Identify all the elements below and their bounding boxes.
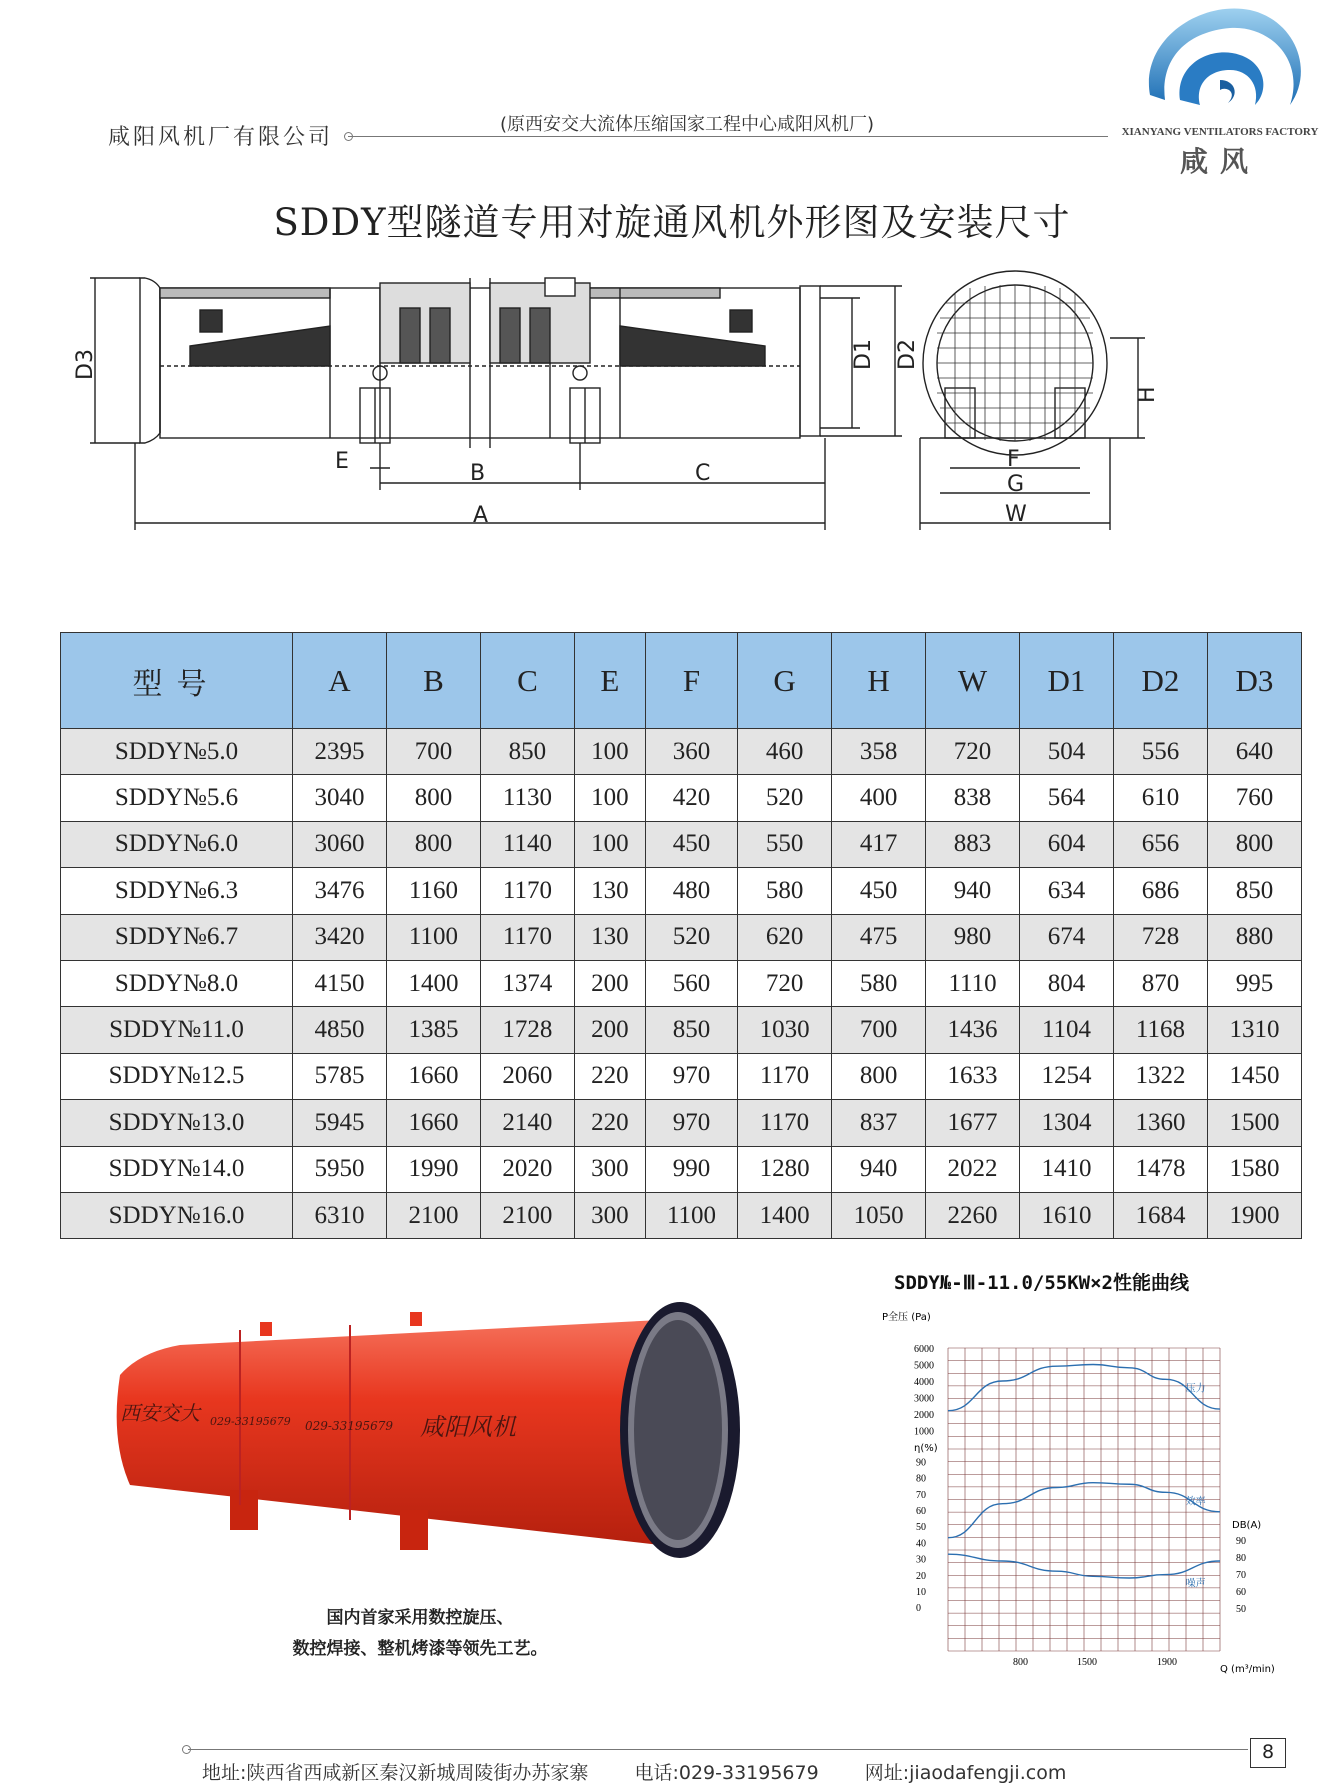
pressure-tick-label: 5000: [914, 1360, 934, 1372]
table-cell-value: 656: [1113, 821, 1207, 867]
table-cell-value: 640: [1207, 729, 1301, 775]
table-cell-value: 460: [738, 729, 832, 775]
table-cell-value: 1170: [738, 1100, 832, 1146]
table-cell-value: 1677: [926, 1100, 1020, 1146]
performance-chart: [880, 1306, 1300, 1676]
table-cell-value: 100: [574, 775, 645, 821]
table-cell-value: 100: [574, 729, 645, 775]
table-cell-value: 634: [1020, 868, 1114, 914]
table-cell-model: SDDY№5.0: [61, 729, 293, 775]
y-axis-label-pressure: P全压 (Pa): [882, 1312, 931, 1323]
table-cell-value: 560: [645, 960, 737, 1006]
table-cell-value: 1100: [645, 1192, 737, 1238]
table-cell-value: 880: [1207, 914, 1301, 960]
table-header-row: [61, 633, 1302, 729]
dim-label-f: F: [1007, 447, 1020, 472]
table-row: [61, 1007, 1302, 1053]
x-tick-label: 800: [1013, 1657, 1028, 1668]
table-cell-value: 970: [645, 1100, 737, 1146]
table-cell-value: 2020: [480, 1146, 574, 1192]
page-header: [0, 0, 1344, 180]
table-cell-value: 475: [832, 914, 926, 960]
table-cell-value: 220: [574, 1053, 645, 1099]
dim-label-d3: D3: [73, 349, 98, 380]
table-cell-value: 3040: [293, 775, 387, 821]
table-cell-value: 700: [832, 1007, 926, 1053]
table-cell-value: 220: [574, 1100, 645, 1146]
curve-title: SDDY№-Ⅲ-11.0/55KW×2性能曲线: [894, 1272, 1190, 1294]
header-d1: D1: [1020, 633, 1114, 729]
table-cell-value: 804: [1020, 960, 1114, 1006]
table-cell-value: 1436: [926, 1007, 1020, 1053]
table-row: [61, 960, 1302, 1006]
table-cell-model: SDDY№13.0: [61, 1100, 293, 1146]
efficiency-tick-label: 40: [916, 1538, 926, 1550]
table-cell-value: 400: [832, 775, 926, 821]
header-d2: D2: [1113, 633, 1207, 729]
table-cell-value: 720: [738, 960, 832, 1006]
table-cell-value: 800: [386, 821, 480, 867]
table-cell-value: 800: [1207, 821, 1301, 867]
table-cell-model: SDDY№8.0: [61, 960, 293, 1006]
efficiency-tick-label: 0: [916, 1603, 921, 1615]
efficiency-tick-label: 60: [916, 1506, 926, 1517]
table-cell-value: 1580: [1207, 1146, 1301, 1192]
table-cell-value: 556: [1113, 729, 1207, 775]
table-cell-value: 610: [1113, 775, 1207, 821]
table-cell-value: 1280: [738, 1146, 832, 1192]
dim-label-a: A: [473, 503, 489, 528]
table-cell-value: 940: [832, 1146, 926, 1192]
table-cell-value: 1450: [1207, 1053, 1301, 1099]
dim-label-c: C: [695, 461, 711, 486]
dim-label-d1: D1: [851, 339, 876, 370]
header-f: F: [645, 633, 737, 729]
table-cell-value: 300: [574, 1192, 645, 1238]
table-row: [61, 1053, 1302, 1099]
table-row: [61, 821, 1302, 867]
page-footer: [202, 1758, 1106, 1785]
table-cell-value: 850: [645, 1007, 737, 1053]
table-cell-value: 6310: [293, 1192, 387, 1238]
header-e: E: [574, 633, 645, 729]
table-cell-value: 1304: [1020, 1100, 1114, 1146]
table-cell-value: 3476: [293, 868, 387, 914]
header-w: W: [926, 633, 1020, 729]
table-cell-value: 564: [1020, 775, 1114, 821]
table-cell-value: 2140: [480, 1100, 574, 1146]
header-h: H: [832, 633, 926, 729]
efficiency-tick-label: 30: [916, 1554, 926, 1566]
table-cell-value: 1500: [1207, 1100, 1301, 1146]
dim-label-e: E: [335, 449, 349, 474]
table-cell-value: 3420: [293, 914, 387, 960]
table-cell-value: 720: [926, 729, 1020, 775]
table-cell-value: 838: [926, 775, 1020, 821]
table-cell-value: 800: [386, 775, 480, 821]
table-cell-value: 1170: [480, 868, 574, 914]
table-cell-value: 700: [386, 729, 480, 775]
header-c: C: [480, 633, 574, 729]
table-cell-value: 686: [1113, 868, 1207, 914]
table-cell-value: 1728: [480, 1007, 574, 1053]
table-row: [61, 775, 1302, 821]
table-cell-value: 1140: [480, 821, 574, 867]
table-cell-value: 5945: [293, 1100, 387, 1146]
table-cell-model: SDDY№14.0: [61, 1146, 293, 1192]
table-cell-value: 420: [645, 775, 737, 821]
table-cell-value: 2100: [480, 1192, 574, 1238]
header-a: A: [293, 633, 387, 729]
table-cell-value: 850: [1207, 868, 1301, 914]
table-cell-value: 1130: [480, 775, 574, 821]
table-row: [61, 729, 1302, 775]
product-label-phone-2: 029-33195679: [305, 1419, 394, 1433]
table-cell-model: SDDY№6.3: [61, 868, 293, 914]
table-cell-value: 5785: [293, 1053, 387, 1099]
fan-dimension-drawing: [73, 268, 1310, 603]
table-row: [61, 1146, 1302, 1192]
y-axis-label-noise: DB(A): [1232, 1520, 1262, 1531]
series-label-2: 噪声: [1185, 1578, 1206, 1590]
table-cell-value: 970: [645, 1053, 737, 1099]
table-cell-value: 550: [738, 821, 832, 867]
x-axis-label: Q (m³/min): [1220, 1664, 1275, 1675]
product-caption: [120, 1603, 720, 1665]
product-label-phone-1: 029-33195679: [210, 1415, 291, 1428]
efficiency-tick-label: 20: [916, 1570, 926, 1582]
y-axis-label-efficiency: η(%): [914, 1443, 938, 1454]
table-cell-value: 2260: [926, 1192, 1020, 1238]
table-cell-value: 360: [645, 729, 737, 775]
pressure-tick-label: 1000: [914, 1426, 934, 1438]
table-cell-value: 130: [574, 914, 645, 960]
page-number: 8: [1250, 1738, 1286, 1768]
header-g: G: [738, 633, 832, 729]
table-body: [61, 729, 1302, 1239]
footer-phone: 电话:029-33195679: [634, 1762, 819, 1784]
table-cell-value: 1322: [1113, 1053, 1207, 1099]
table-cell-value: 5950: [293, 1146, 387, 1192]
table-cell-value: 728: [1113, 914, 1207, 960]
header-b: B: [386, 633, 480, 729]
dimension-table: [60, 632, 1302, 1239]
table-cell-value: 1374: [480, 960, 574, 1006]
table-cell-value: 580: [832, 960, 926, 1006]
table-cell-value: 1104: [1020, 1007, 1114, 1053]
product-label-brand: 西安交大: [120, 1401, 200, 1425]
noise-tick-label: 70: [1236, 1570, 1246, 1581]
table-cell-value: 800: [832, 1053, 926, 1099]
table-cell-value: 883: [926, 821, 1020, 867]
dim-label-h: H: [1135, 386, 1160, 403]
table-cell-value: 990: [645, 1146, 737, 1192]
noise-tick-label: 90: [1236, 1536, 1246, 1547]
table-cell-value: 1633: [926, 1053, 1020, 1099]
efficiency-tick-label: 10: [916, 1587, 926, 1598]
table-cell-value: 1100: [386, 914, 480, 960]
table-cell-value: 1385: [386, 1007, 480, 1053]
pressure-tick-label: 4000: [914, 1377, 934, 1388]
dim-label-b: B: [470, 461, 486, 486]
table-cell-value: 417: [832, 821, 926, 867]
table-cell-value: 2100: [386, 1192, 480, 1238]
footer-address: 地址:陕西省西咸新区秦汉新城周陵街办苏家寨: [202, 1762, 589, 1784]
table-cell-value: 1168: [1113, 1007, 1207, 1053]
table-cell-value: 4850: [293, 1007, 387, 1053]
table-cell-value: 130: [574, 868, 645, 914]
table-cell-value: 604: [1020, 821, 1114, 867]
table-cell-value: 1170: [480, 914, 574, 960]
series-label-0: 压力: [1185, 1383, 1206, 1395]
footer-rule: [188, 1749, 1248, 1750]
table-cell-value: 1400: [386, 960, 480, 1006]
table-cell-value: 1310: [1207, 1007, 1301, 1053]
table-cell-value: 1610: [1020, 1192, 1114, 1238]
noise-tick-label: 60: [1236, 1587, 1246, 1598]
table-cell-value: 2022: [926, 1146, 1020, 1192]
dim-label-g: G: [1007, 472, 1025, 497]
table-cell-value: 4150: [293, 960, 387, 1006]
noise-tick-label: 80: [1236, 1553, 1246, 1564]
caption-line-1: 国内首家采用数控旋压、: [326, 1608, 514, 1628]
table-cell-value: 1660: [386, 1053, 480, 1099]
company-subtitle: (原西安交大流体压缩国家工程中心咸阳风机厂): [500, 114, 875, 135]
table-cell-value: 995: [1207, 960, 1301, 1006]
pressure-tick-label: 2000: [914, 1410, 934, 1421]
table-cell-model: SDDY№11.0: [61, 1007, 293, 1053]
table-cell-value: 580: [738, 868, 832, 914]
table-cell-value: 200: [574, 960, 645, 1006]
table-cell-value: 1410: [1020, 1146, 1114, 1192]
table-row: [61, 1100, 1302, 1146]
table-cell-value: 1050: [832, 1192, 926, 1238]
series-label-1: 效率: [1185, 1496, 1206, 1508]
table-cell-model: SDDY№5.6: [61, 775, 293, 821]
table-cell-value: 1170: [738, 1053, 832, 1099]
table-cell-value: 620: [738, 914, 832, 960]
table-cell-value: 358: [832, 729, 926, 775]
product-label-name: 咸阳风机: [420, 1413, 516, 1441]
table-cell-value: 1684: [1113, 1192, 1207, 1238]
table-cell-value: 760: [1207, 775, 1301, 821]
logo-chinese-name: 咸风: [1179, 145, 1260, 178]
table-cell-value: 1110: [926, 960, 1020, 1006]
table-cell-value: 870: [1113, 960, 1207, 1006]
table-cell-value: 450: [645, 821, 737, 867]
dim-label-d2: D2: [895, 339, 920, 370]
efficiency-tick-label: 70: [916, 1489, 926, 1501]
company-name: 咸阳风机厂有限公司: [108, 125, 334, 150]
header-rule: [348, 136, 1108, 137]
table-cell-model: SDDY№12.5: [61, 1053, 293, 1099]
table-cell-value: 1990: [386, 1146, 480, 1192]
table-cell-model: SDDY№16.0: [61, 1192, 293, 1238]
table-cell-value: 674: [1020, 914, 1114, 960]
efficiency-tick-label: 80: [916, 1473, 926, 1485]
efficiency-tick-label: 90: [916, 1457, 926, 1469]
footer-website[interactable]: 网址:jiaodafengji.com: [864, 1762, 1067, 1784]
table-cell-value: 1660: [386, 1100, 480, 1146]
header-d3: D3: [1207, 633, 1301, 729]
table-cell-value: 3060: [293, 821, 387, 867]
table-cell-value: 940: [926, 868, 1020, 914]
table-cell-value: 837: [832, 1100, 926, 1146]
table-row: [61, 914, 1302, 960]
table-cell-value: 1400: [738, 1192, 832, 1238]
table-row: [61, 868, 1302, 914]
table-row: [61, 1192, 1302, 1238]
pressure-tick-label: 6000: [914, 1344, 934, 1355]
x-tick-label: 1500: [1077, 1657, 1097, 1668]
page-title: SDDY型隧道专用对旋通风机外形图及安装尺寸: [273, 201, 1071, 244]
table-cell-value: 980: [926, 914, 1020, 960]
logo-english-name: XIANYANG VENTILATORS FACTORY: [1121, 126, 1319, 138]
table-cell-value: 2395: [293, 729, 387, 775]
table-cell-value: 200: [574, 1007, 645, 1053]
table-cell-value: 1030: [738, 1007, 832, 1053]
pressure-tick-label: 3000: [914, 1393, 934, 1405]
header-model: 型号: [61, 633, 293, 729]
table-cell-value: 850: [480, 729, 574, 775]
x-tick-label: 1900: [1157, 1657, 1177, 1668]
table-cell-value: 100: [574, 821, 645, 867]
efficiency-tick-label: 50: [916, 1522, 926, 1534]
table-cell-value: 1160: [386, 868, 480, 914]
noise-tick-label: 50: [1236, 1604, 1246, 1615]
table-cell-model: SDDY№6.0: [61, 821, 293, 867]
table-cell-model: SDDY№6.7: [61, 914, 293, 960]
table-cell-value: 1900: [1207, 1192, 1301, 1238]
table-cell-value: 300: [574, 1146, 645, 1192]
dim-label-w: W: [1005, 502, 1027, 527]
table-cell-value: 1254: [1020, 1053, 1114, 1099]
table-cell-value: 520: [738, 775, 832, 821]
table-cell-value: 450: [832, 868, 926, 914]
product-photo: [100, 1300, 780, 1580]
table-cell-value: 1478: [1113, 1146, 1207, 1192]
table-cell-value: 504: [1020, 729, 1114, 775]
table-cell-value: 520: [645, 914, 737, 960]
table-cell-value: 1360: [1113, 1100, 1207, 1146]
table-cell-value: 480: [645, 868, 737, 914]
table-cell-value: 2060: [480, 1053, 574, 1099]
caption-line-2: 数控焊接、整机烤漆等领先工艺。: [292, 1639, 548, 1659]
